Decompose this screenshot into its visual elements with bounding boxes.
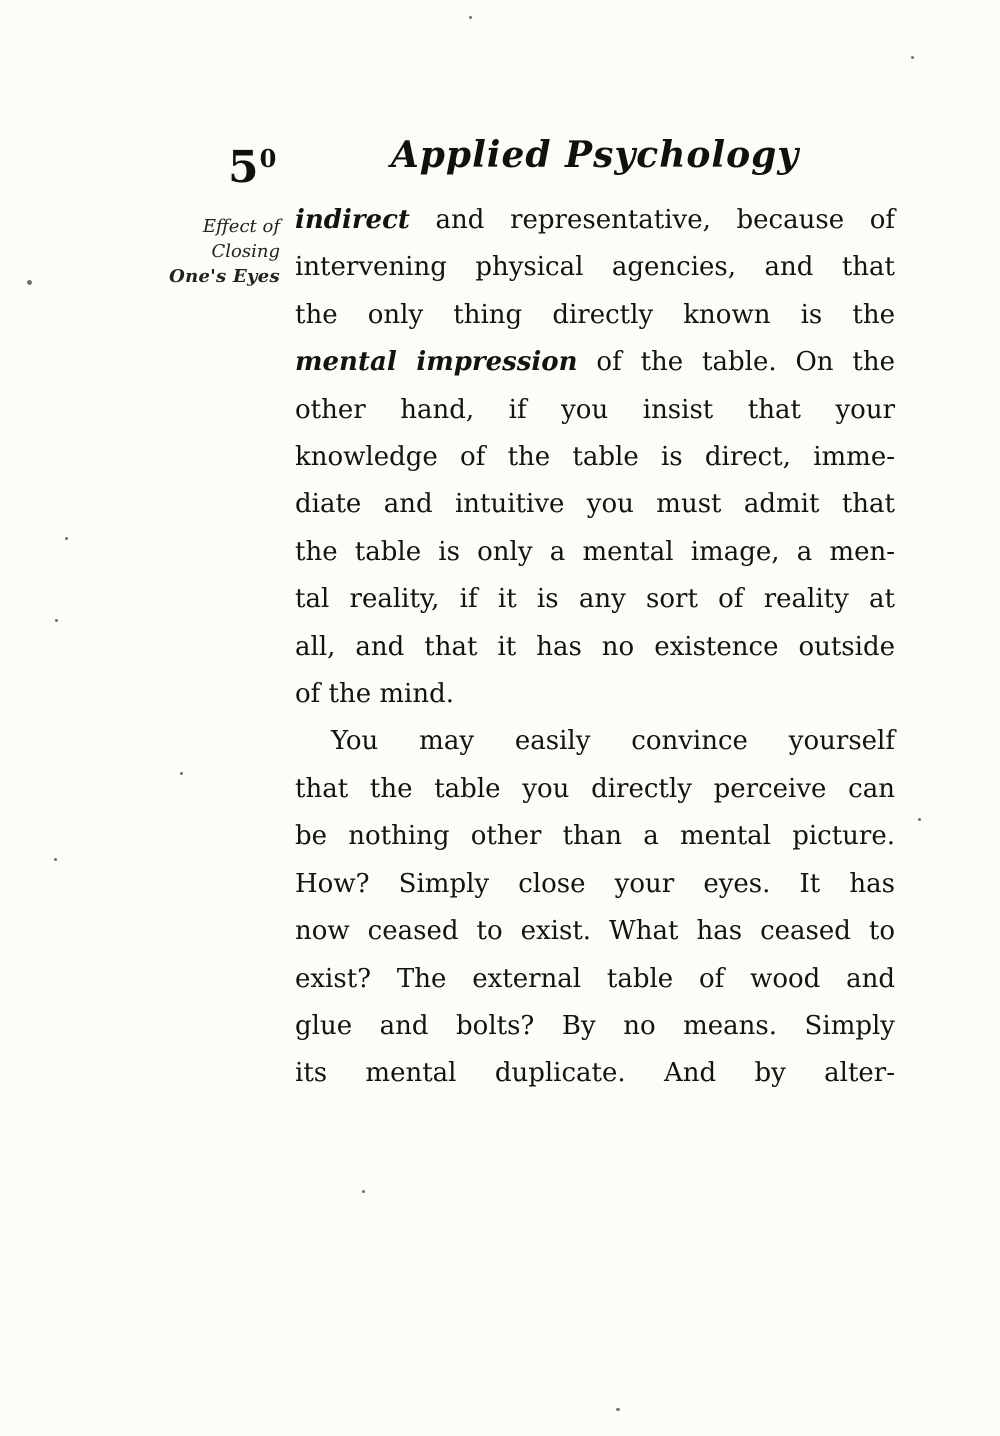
text-segment: intervening physical agencies, and that [295,252,895,283]
scan-speckle [362,1190,365,1193]
text-line [295,908,895,955]
text-segment: all, and that it has no existence outside [295,631,895,662]
text-segment: other hand, if you insist that your [295,394,895,425]
text-segment: of the mind. [295,679,455,710]
text-line [295,813,895,860]
scan-speckle [918,818,921,821]
page-number-superscript: 0 [259,144,277,173]
text-line [295,387,895,434]
scan-speckle [616,1408,620,1411]
text-line [295,576,895,623]
text-segment: now ceased to exist. What has ceased to [295,916,895,947]
text-line [295,529,895,576]
text-line [295,671,895,718]
text-segment: glue and bolts? By no means. Simply [295,1010,895,1041]
emphasis-text: mental impression [295,347,578,378]
text-line [295,956,895,1003]
text-segment: its mental duplicate. And by alter- [295,1058,895,1089]
scan-speckle [469,16,472,19]
text-segment: tal reality, if it is any sort of reality at [295,584,895,615]
page-number-main: 5 [228,142,259,193]
text-line [295,718,895,765]
margin-note-line: One's Eyes [169,266,280,287]
running-head: Applied Psychology [390,134,800,176]
text-segment: be nothing other than a mental picture. [295,821,895,852]
text-line [295,1050,895,1097]
text-line [295,861,895,908]
text-segment: diate and intuitive you must admit that [295,489,895,520]
text-line [295,624,895,671]
text-segment: of the table. On the [577,347,895,378]
text-segment: that the table you directly perceive can [295,773,895,804]
text-line [295,766,895,813]
text-line [295,1003,895,1050]
text-segment: You may easily convince yourself [331,726,895,757]
page-number [228,142,276,193]
text-line [295,197,895,244]
text-segment: How? Simply close your eyes. It has [295,868,895,899]
scan-speckle [180,772,183,775]
scan-speckle [911,56,914,59]
body-text [295,197,895,1098]
scan-speckle [27,280,32,285]
text-line [295,292,895,339]
text-segment: knowledge of the table is direct, imme- [295,442,895,473]
text-line [295,244,895,291]
scan-speckle [55,619,58,622]
text-segment: the only thing directly known is the [295,299,895,330]
text-line [295,481,895,528]
text-segment: and representative, because of [409,205,895,235]
emphasis-text: indirect [295,205,410,235]
text-segment: the table is only a mental image, a men- [295,536,895,567]
margin-note-line: Effect of [202,216,280,237]
text-line [295,434,895,481]
scan-speckle [54,858,57,861]
margin-note-line: Closing [211,241,280,262]
text-segment: exist? The external table of wood and [295,963,895,994]
text-line [295,339,895,386]
scan-speckle [65,537,68,540]
margin-note [120,214,280,289]
